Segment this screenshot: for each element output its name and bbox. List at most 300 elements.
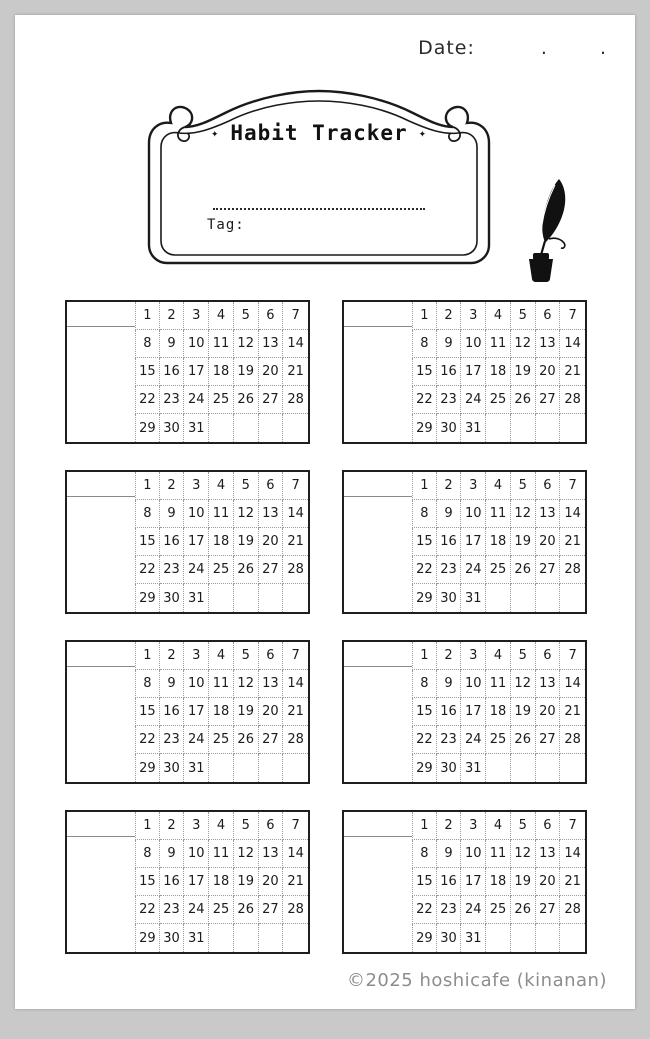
day-cell[interactable]: 28 (560, 896, 585, 924)
habit-block-5 (65, 640, 310, 784)
day-cell[interactable]: 12 (511, 330, 536, 358)
day-cell[interactable]: 19 (511, 358, 536, 386)
day-cell[interactable]: 7 (283, 642, 308, 670)
day-cell-empty[interactable] (486, 754, 511, 782)
day-cell[interactable]: 15 (412, 698, 437, 726)
day-cell[interactable]: 29 (412, 754, 437, 782)
day-cell[interactable]: 20 (259, 868, 284, 896)
day-cell[interactable]: 4 (486, 302, 511, 330)
day-cell[interactable]: 25 (209, 386, 234, 414)
day-cell-empty[interactable] (536, 584, 561, 612)
day-cell[interactable]: 28 (283, 896, 308, 924)
day-cell-empty[interactable] (486, 414, 511, 442)
tag-write-line[interactable] (213, 207, 425, 210)
day-cell-empty[interactable] (511, 924, 536, 952)
day-cell[interactable]: 8 (135, 500, 160, 528)
day-cell[interactable]: 8 (412, 840, 437, 868)
day-cell-empty[interactable] (234, 754, 259, 782)
day-cell[interactable]: 7 (560, 302, 585, 330)
day-cell[interactable]: 13 (259, 330, 284, 358)
day-cell[interactable]: 28 (560, 386, 585, 414)
day-cell[interactable]: 22 (135, 386, 160, 414)
day-cell[interactable]: 31 (184, 414, 209, 442)
day-cell[interactable]: 30 (160, 584, 185, 612)
day-cell[interactable]: 16 (160, 868, 185, 896)
day-cell[interactable]: 23 (160, 556, 185, 584)
day-cell[interactable]: 3 (461, 302, 486, 330)
day-cell[interactable]: 13 (536, 840, 561, 868)
day-cell[interactable]: 21 (560, 358, 585, 386)
habit-block-1 (65, 300, 310, 444)
day-cell[interactable]: 18 (486, 698, 511, 726)
day-cell[interactable]: 31 (184, 924, 209, 952)
day-cell[interactable]: 24 (184, 726, 209, 754)
day-cell[interactable]: 21 (560, 868, 585, 896)
day-cell[interactable]: 8 (135, 670, 160, 698)
day-cell[interactable]: 31 (184, 754, 209, 782)
date-line (418, 37, 607, 59)
day-cell[interactable]: 6 (259, 472, 284, 500)
day-cell[interactable]: 9 (160, 840, 185, 868)
day-cell[interactable]: 14 (560, 500, 585, 528)
habit-name-field[interactable] (344, 642, 412, 782)
day-cell[interactable]: 20 (536, 528, 561, 556)
day-cell[interactable]: 19 (234, 868, 259, 896)
day-cell[interactable]: 30 (437, 584, 462, 612)
day-cell[interactable]: 17 (461, 358, 486, 386)
day-cell[interactable]: 4 (209, 302, 234, 330)
day-cell[interactable]: 1 (135, 642, 160, 670)
day-cell[interactable]: 31 (461, 414, 486, 442)
day-cell[interactable]: 6 (259, 812, 284, 840)
day-cell[interactable]: 29 (412, 584, 437, 612)
day-cell[interactable]: 22 (412, 896, 437, 924)
page-title: Habit Tracker (230, 121, 408, 145)
day-cell[interactable]: 22 (412, 726, 437, 754)
day-cell[interactable]: 18 (209, 528, 234, 556)
day-cell[interactable]: 24 (461, 896, 486, 924)
day-cell[interactable]: 28 (560, 726, 585, 754)
habit-name-field[interactable] (67, 642, 135, 782)
day-cell-empty[interactable] (209, 414, 234, 442)
day-cell[interactable]: 2 (160, 812, 185, 840)
day-cell-empty[interactable] (259, 754, 284, 782)
day-cell[interactable]: 29 (135, 584, 160, 612)
day-cell[interactable]: 30 (437, 754, 462, 782)
tag-label: Tag: (207, 217, 245, 233)
day-cell[interactable]: 21 (283, 698, 308, 726)
day-cell[interactable]: 27 (536, 556, 561, 584)
habit-name-field[interactable] (67, 472, 135, 612)
day-cell[interactable]: 23 (160, 896, 185, 924)
day-cell[interactable]: 1 (135, 812, 160, 840)
day-cell-empty[interactable] (560, 584, 585, 612)
day-cell[interactable]: 26 (234, 556, 259, 584)
day-cell-empty[interactable] (560, 924, 585, 952)
day-cell[interactable]: 12 (511, 500, 536, 528)
day-cell[interactable]: 20 (536, 868, 561, 896)
day-cell[interactable]: 30 (160, 924, 185, 952)
day-cell[interactable]: 18 (209, 698, 234, 726)
day-cell-empty[interactable] (234, 924, 259, 952)
day-cell[interactable]: 27 (536, 896, 561, 924)
day-cell[interactable]: 9 (160, 330, 185, 358)
day-cell-empty[interactable] (283, 754, 308, 782)
day-cell[interactable]: 19 (511, 528, 536, 556)
day-cell-empty[interactable] (234, 414, 259, 442)
day-cell[interactable]: 13 (259, 670, 284, 698)
day-cell[interactable]: 5 (511, 472, 536, 500)
day-cell-empty[interactable] (560, 754, 585, 782)
day-cell[interactable]: 1 (412, 302, 437, 330)
day-cell[interactable]: 18 (486, 358, 511, 386)
day-cell[interactable]: 20 (536, 698, 561, 726)
day-cell[interactable]: 1 (412, 642, 437, 670)
day-cell-empty[interactable] (209, 924, 234, 952)
day-cell[interactable]: 5 (234, 812, 259, 840)
day-cell[interactable]: 1 (135, 472, 160, 500)
day-cell[interactable]: 24 (184, 556, 209, 584)
day-cell[interactable]: 1 (412, 812, 437, 840)
day-cell[interactable]: 4 (486, 642, 511, 670)
day-cell-empty[interactable] (536, 754, 561, 782)
day-cell[interactable]: 15 (135, 868, 160, 896)
day-cell[interactable]: 20 (259, 528, 284, 556)
day-cell[interactable]: 13 (536, 500, 561, 528)
day-cell-empty[interactable] (209, 754, 234, 782)
day-cell-empty[interactable] (283, 584, 308, 612)
day-cell[interactable]: 14 (283, 670, 308, 698)
day-cell[interactable]: 3 (461, 642, 486, 670)
day-cell[interactable]: 24 (184, 896, 209, 924)
day-cell-empty[interactable] (511, 414, 536, 442)
day-cell[interactable]: 12 (511, 840, 536, 868)
day-cell[interactable]: 3 (184, 812, 209, 840)
day-cell[interactable]: 10 (461, 840, 486, 868)
day-cell[interactable]: 25 (209, 556, 234, 584)
day-cell-empty[interactable] (511, 754, 536, 782)
day-cell[interactable]: 28 (283, 386, 308, 414)
day-cell[interactable]: 17 (184, 868, 209, 896)
day-cell[interactable]: 30 (437, 414, 462, 442)
day-cell[interactable]: 20 (536, 358, 561, 386)
day-cell[interactable]: 3 (461, 472, 486, 500)
day-cell[interactable]: 12 (234, 330, 259, 358)
day-cell[interactable]: 23 (437, 556, 462, 584)
day-cell[interactable]: 18 (209, 358, 234, 386)
day-cell-empty[interactable] (283, 924, 308, 952)
day-cell[interactable]: 4 (486, 812, 511, 840)
day-cell[interactable]: 2 (437, 472, 462, 500)
day-cell[interactable]: 15 (135, 698, 160, 726)
day-cell[interactable]: 17 (461, 528, 486, 556)
day-cell[interactable]: 2 (437, 812, 462, 840)
day-cell[interactable]: 30 (437, 924, 462, 952)
day-cell[interactable]: 4 (486, 472, 511, 500)
day-cell[interactable]: 23 (437, 386, 462, 414)
day-cell[interactable]: 6 (259, 642, 284, 670)
day-cell[interactable]: 29 (135, 754, 160, 782)
day-cell[interactable]: 13 (536, 670, 561, 698)
day-cell[interactable]: 26 (511, 726, 536, 754)
day-cell-empty[interactable] (486, 584, 511, 612)
day-cell[interactable]: 22 (412, 556, 437, 584)
day-cell[interactable]: 14 (283, 330, 308, 358)
day-cell[interactable]: 4 (209, 642, 234, 670)
day-cell[interactable]: 22 (135, 896, 160, 924)
day-cell-empty[interactable] (259, 924, 284, 952)
day-cell[interactable]: 25 (486, 726, 511, 754)
day-cell[interactable]: 3 (184, 642, 209, 670)
day-cell[interactable]: 13 (259, 840, 284, 868)
day-cell[interactable]: 26 (234, 386, 259, 414)
day-cell[interactable]: 5 (511, 642, 536, 670)
date-label: Date: (418, 37, 475, 59)
day-cell[interactable]: 3 (184, 472, 209, 500)
day-cell[interactable]: 30 (160, 414, 185, 442)
day-cell[interactable]: 7 (560, 472, 585, 500)
day-cell[interactable]: 7 (283, 812, 308, 840)
day-cell[interactable]: 22 (135, 556, 160, 584)
day-cell[interactable]: 19 (234, 528, 259, 556)
day-cell[interactable]: 29 (412, 924, 437, 952)
day-cell[interactable]: 2 (160, 472, 185, 500)
day-cell[interactable]: 6 (536, 812, 561, 840)
day-cell[interactable]: 16 (160, 698, 185, 726)
day-cell[interactable]: 7 (560, 812, 585, 840)
day-cell[interactable]: 27 (259, 386, 284, 414)
day-cell[interactable]: 11 (486, 670, 511, 698)
day-cell[interactable]: 26 (234, 726, 259, 754)
habit-name-field[interactable] (344, 812, 412, 952)
day-cell[interactable]: 29 (135, 924, 160, 952)
day-cell-empty[interactable] (259, 584, 284, 612)
day-cell[interactable]: 12 (234, 500, 259, 528)
habit-name-field[interactable] (344, 302, 412, 442)
day-cell[interactable]: 9 (437, 500, 462, 528)
day-cell[interactable]: 14 (283, 840, 308, 868)
day-cell[interactable]: 11 (486, 840, 511, 868)
day-cell[interactable]: 23 (437, 726, 462, 754)
day-cell[interactable]: 4 (209, 812, 234, 840)
day-cell[interactable]: 7 (283, 472, 308, 500)
day-cell-empty[interactable] (511, 584, 536, 612)
day-cell[interactable]: 6 (536, 642, 561, 670)
day-cell[interactable]: 9 (437, 670, 462, 698)
day-cell[interactable]: 17 (461, 868, 486, 896)
day-cell[interactable]: 16 (437, 528, 462, 556)
day-cell[interactable]: 22 (135, 726, 160, 754)
day-cell[interactable]: 12 (511, 670, 536, 698)
day-cell[interactable]: 8 (412, 500, 437, 528)
day-cell[interactable]: 25 (486, 896, 511, 924)
day-cell[interactable]: 19 (234, 358, 259, 386)
day-cell[interactable]: 11 (486, 500, 511, 528)
day-cell-empty[interactable] (536, 924, 561, 952)
day-cell[interactable]: 14 (560, 330, 585, 358)
day-cell[interactable]: 28 (283, 726, 308, 754)
day-cell[interactable]: 8 (412, 670, 437, 698)
day-cell[interactable]: 7 (560, 642, 585, 670)
day-cell[interactable]: 20 (259, 358, 284, 386)
day-cell[interactable]: 27 (536, 726, 561, 754)
day-cell-empty[interactable] (536, 414, 561, 442)
habit-name-field[interactable] (344, 472, 412, 612)
day-cell[interactable]: 6 (536, 302, 561, 330)
day-cell[interactable]: 31 (184, 584, 209, 612)
day-cell[interactable]: 18 (486, 868, 511, 896)
day-cell[interactable]: 19 (234, 698, 259, 726)
day-cell[interactable]: 30 (160, 754, 185, 782)
habit-block-8 (342, 810, 587, 954)
day-cell[interactable]: 5 (234, 642, 259, 670)
day-cell[interactable]: 24 (461, 556, 486, 584)
day-cell[interactable]: 5 (511, 812, 536, 840)
day-cell[interactable]: 31 (461, 924, 486, 952)
day-cell[interactable]: 11 (209, 330, 234, 358)
day-cell[interactable]: 26 (511, 896, 536, 924)
day-cell[interactable]: 15 (412, 528, 437, 556)
day-cell[interactable]: 17 (461, 698, 486, 726)
day-cell[interactable]: 21 (560, 528, 585, 556)
day-cell[interactable]: 9 (437, 330, 462, 358)
day-cell[interactable]: 25 (209, 726, 234, 754)
day-cell[interactable]: 19 (511, 868, 536, 896)
day-cell[interactable]: 15 (412, 358, 437, 386)
day-cell[interactable]: 28 (560, 556, 585, 584)
day-cell[interactable]: 13 (259, 500, 284, 528)
day-cell[interactable]: 16 (160, 358, 185, 386)
day-cell-empty[interactable] (209, 584, 234, 612)
day-cell[interactable]: 29 (135, 414, 160, 442)
day-cell[interactable]: 8 (135, 840, 160, 868)
day-cell[interactable]: 9 (160, 670, 185, 698)
day-cell[interactable]: 26 (511, 386, 536, 414)
day-cell[interactable]: 14 (560, 840, 585, 868)
day-cell[interactable]: 27 (536, 386, 561, 414)
day-cell[interactable]: 25 (486, 386, 511, 414)
day-cell[interactable]: 11 (209, 840, 234, 868)
day-cell[interactable]: 27 (259, 726, 284, 754)
day-cell[interactable]: 5 (511, 302, 536, 330)
day-cell[interactable]: 10 (461, 500, 486, 528)
day-cell[interactable]: 22 (412, 386, 437, 414)
day-cell[interactable]: 26 (511, 556, 536, 584)
day-cell-empty[interactable] (560, 414, 585, 442)
day-cell[interactable]: 2 (437, 642, 462, 670)
day-cell[interactable]: 21 (283, 868, 308, 896)
day-cell[interactable]: 1 (135, 302, 160, 330)
day-cell[interactable]: 23 (437, 896, 462, 924)
day-cell[interactable]: 28 (283, 556, 308, 584)
day-cell[interactable]: 11 (486, 330, 511, 358)
day-cell[interactable]: 24 (461, 386, 486, 414)
day-cell[interactable]: 16 (160, 528, 185, 556)
day-cell[interactable]: 9 (437, 840, 462, 868)
day-cell[interactable]: 12 (234, 840, 259, 868)
habit-name-rule (67, 496, 135, 497)
day-cell[interactable]: 31 (461, 584, 486, 612)
day-cell[interactable]: 26 (234, 896, 259, 924)
habit-block-3 (65, 470, 310, 614)
day-cell[interactable]: 21 (283, 358, 308, 386)
day-cell[interactable]: 21 (560, 698, 585, 726)
day-cell[interactable]: 6 (536, 472, 561, 500)
habit-name-field[interactable] (67, 812, 135, 952)
day-cell[interactable]: 29 (412, 414, 437, 442)
day-cell[interactable]: 10 (461, 330, 486, 358)
day-cell[interactable]: 12 (234, 670, 259, 698)
day-cell[interactable]: 2 (160, 642, 185, 670)
day-cell[interactable]: 10 (184, 500, 209, 528)
habit-name-field[interactable] (67, 302, 135, 442)
day-cell[interactable]: 25 (486, 556, 511, 584)
day-cell-empty[interactable] (234, 584, 259, 612)
day-cell[interactable]: 9 (160, 500, 185, 528)
day-cell[interactable]: 5 (234, 472, 259, 500)
day-cell[interactable]: 17 (184, 528, 209, 556)
day-cell[interactable]: 2 (160, 302, 185, 330)
day-cell[interactable]: 24 (184, 386, 209, 414)
day-cell[interactable]: 18 (486, 528, 511, 556)
day-cell[interactable]: 16 (437, 698, 462, 726)
day-cell[interactable]: 11 (209, 670, 234, 698)
day-cell[interactable]: 21 (283, 528, 308, 556)
day-cell[interactable]: 7 (283, 302, 308, 330)
day-cell[interactable]: 14 (283, 500, 308, 528)
day-cell[interactable]: 3 (461, 812, 486, 840)
day-cell[interactable]: 18 (209, 868, 234, 896)
day-cell[interactable]: 17 (184, 698, 209, 726)
day-cell[interactable]: 4 (209, 472, 234, 500)
day-cell[interactable]: 10 (461, 670, 486, 698)
day-cell[interactable]: 10 (184, 330, 209, 358)
day-cell[interactable]: 16 (437, 868, 462, 896)
day-cell-empty[interactable] (486, 924, 511, 952)
day-cell[interactable]: 19 (511, 698, 536, 726)
day-cell[interactable]: 24 (461, 726, 486, 754)
day-cell[interactable]: 15 (135, 528, 160, 556)
day-cell[interactable]: 10 (184, 840, 209, 868)
day-cell[interactable]: 15 (412, 868, 437, 896)
day-cell[interactable]: 27 (259, 896, 284, 924)
day-cell[interactable]: 1 (412, 472, 437, 500)
day-cell[interactable]: 8 (412, 330, 437, 358)
day-cell[interactable]: 16 (437, 358, 462, 386)
day-cell-empty[interactable] (259, 414, 284, 442)
day-cell[interactable]: 20 (259, 698, 284, 726)
day-cell[interactable]: 5 (234, 302, 259, 330)
day-cell[interactable]: 8 (135, 330, 160, 358)
day-cell[interactable]: 25 (209, 896, 234, 924)
day-cell[interactable]: 2 (437, 302, 462, 330)
day-cell[interactable]: 3 (184, 302, 209, 330)
day-cell[interactable]: 10 (184, 670, 209, 698)
day-cell-empty[interactable] (283, 414, 308, 442)
day-cell[interactable]: 15 (135, 358, 160, 386)
day-cell[interactable]: 27 (259, 556, 284, 584)
day-grid (135, 812, 308, 952)
day-cell[interactable]: 11 (209, 500, 234, 528)
day-cell[interactable]: 13 (536, 330, 561, 358)
day-cell[interactable]: 31 (461, 754, 486, 782)
day-grid (135, 472, 308, 612)
day-cell[interactable]: 23 (160, 726, 185, 754)
day-cell[interactable]: 23 (160, 386, 185, 414)
day-cell[interactable]: 17 (184, 358, 209, 386)
day-cell[interactable]: 14 (560, 670, 585, 698)
day-cell[interactable]: 6 (259, 302, 284, 330)
